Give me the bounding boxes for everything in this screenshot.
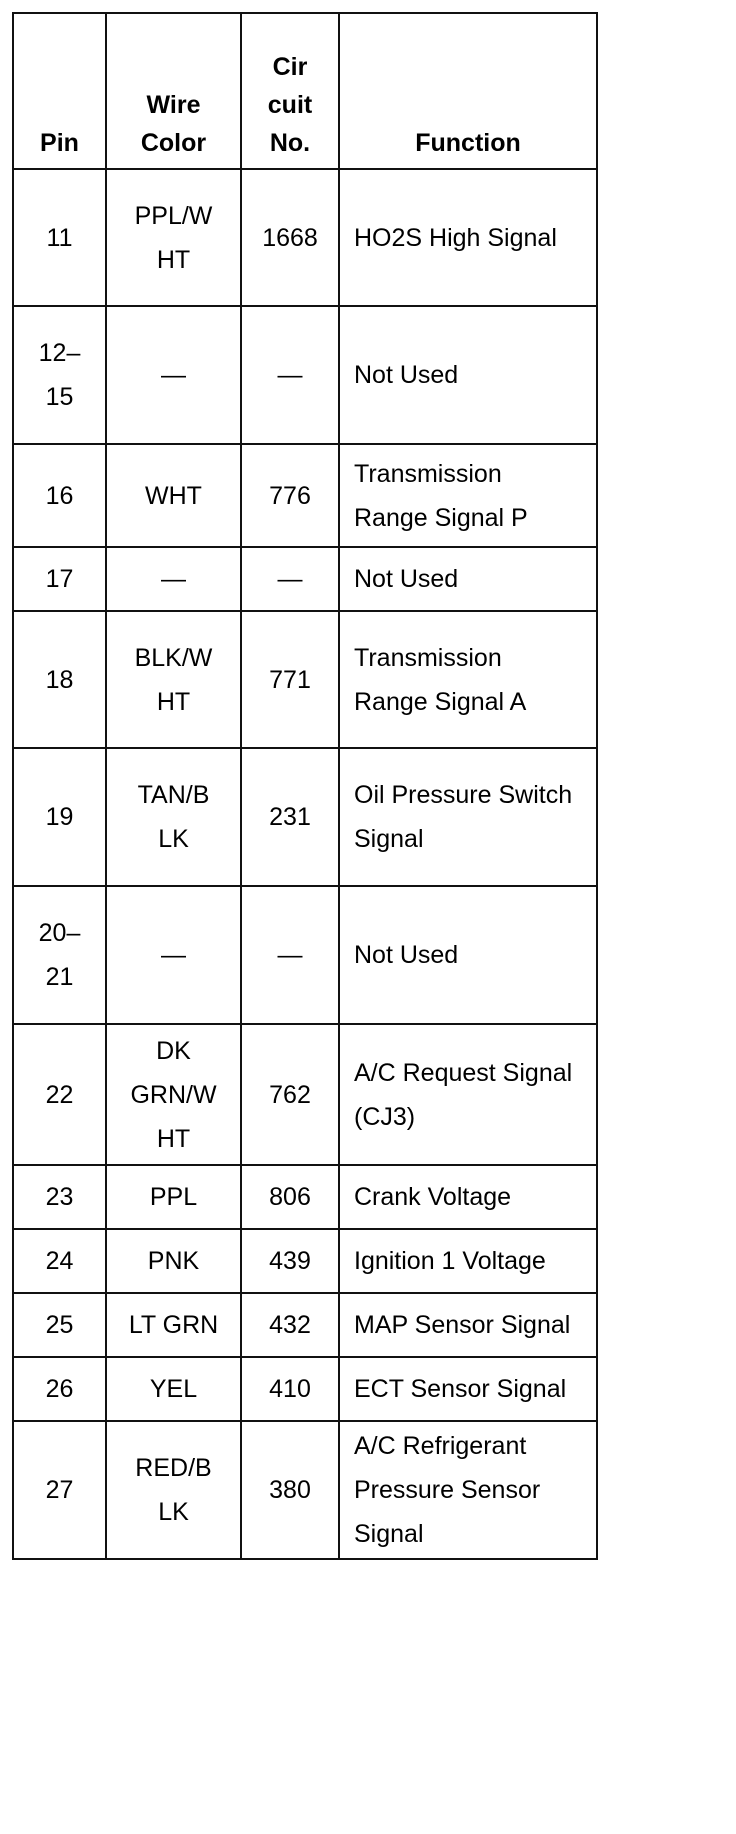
wire-color-cell: DK GRN/W HT xyxy=(106,1024,241,1165)
circuit-cell: 806 xyxy=(241,1165,339,1229)
function-cell: Not Used xyxy=(339,547,597,611)
circuit-cell: 439 xyxy=(241,1229,339,1293)
pin-cell: 20– 21 xyxy=(13,886,106,1024)
function-cell: A/C Request Signal (CJ3) xyxy=(339,1024,597,1165)
table-row xyxy=(13,1421,597,1559)
pinout-table-container xyxy=(12,12,598,1560)
pin-cell: 18 xyxy=(13,611,106,748)
wire-color-cell: BLK/W HT xyxy=(106,611,241,748)
wire-color-cell: LT GRN xyxy=(106,1293,241,1357)
wire-color-cell: — xyxy=(106,306,241,444)
header-row xyxy=(13,13,597,169)
pin-cell: 16 xyxy=(13,444,106,547)
wire-color-cell: YEL xyxy=(106,1357,241,1421)
circuit-cell: 432 xyxy=(241,1293,339,1357)
circuit-cell: 410 xyxy=(241,1357,339,1421)
pin-cell: 24 xyxy=(13,1229,106,1293)
circuit-cell: 380 xyxy=(241,1421,339,1559)
pin-cell: 17 xyxy=(13,547,106,611)
pin-cell: 19 xyxy=(13,748,106,886)
function-cell: Ignition 1 Voltage xyxy=(339,1229,597,1293)
circuit-cell: 771 xyxy=(241,611,339,748)
table-row xyxy=(13,1293,597,1357)
wire-color-cell: PPL/W HT xyxy=(106,169,241,306)
pin-cell: 11 xyxy=(13,169,106,306)
function-cell: Not Used xyxy=(339,306,597,444)
circuit-cell: 776 xyxy=(241,444,339,547)
table-row xyxy=(13,1165,597,1229)
function-cell: Crank Voltage xyxy=(339,1165,597,1229)
table-row xyxy=(13,611,597,748)
wire-color-cell: PPL xyxy=(106,1165,241,1229)
pin-cell: 12– 15 xyxy=(13,306,106,444)
wire-color-cell: TAN/B LK xyxy=(106,748,241,886)
circuit-cell: 231 xyxy=(241,748,339,886)
wire-color-cell: — xyxy=(106,886,241,1024)
table-row xyxy=(13,169,597,306)
pin-cell: 27 xyxy=(13,1421,106,1559)
table-row xyxy=(13,1229,597,1293)
function-cell: Transmission Range Signal P xyxy=(339,444,597,547)
wire-color-cell: WHT xyxy=(106,444,241,547)
table-row xyxy=(13,306,597,444)
circuit-cell: — xyxy=(241,886,339,1024)
pin-cell: 25 xyxy=(13,1293,106,1357)
pin-cell: 26 xyxy=(13,1357,106,1421)
pin-cell: 22 xyxy=(13,1024,106,1165)
circuit-cell: — xyxy=(241,547,339,611)
wire-color-cell: PNK xyxy=(106,1229,241,1293)
function-cell: HO2S High Signal xyxy=(339,169,597,306)
pinout-table xyxy=(12,12,598,1560)
circuit-cell: — xyxy=(241,306,339,444)
table-row xyxy=(13,547,597,611)
table-row xyxy=(13,444,597,547)
header-function: Function xyxy=(339,13,597,169)
wire-color-cell: — xyxy=(106,547,241,611)
function-cell: A/C Refrigerant Pressure Sensor Signal xyxy=(339,1421,597,1559)
function-cell: MAP Sensor Signal xyxy=(339,1293,597,1357)
function-cell: ECT Sensor Signal xyxy=(339,1357,597,1421)
header-pin: Pin xyxy=(13,13,106,169)
function-cell: Oil Pressure Switch Signal xyxy=(339,748,597,886)
table-row xyxy=(13,748,597,886)
function-cell: Not Used xyxy=(339,886,597,1024)
pin-cell: 23 xyxy=(13,1165,106,1229)
header-circuit-no: Cir cuit No. xyxy=(241,13,339,169)
function-cell: Transmission Range Signal A xyxy=(339,611,597,748)
table-row xyxy=(13,1024,597,1165)
header-wire-color: Wire Color xyxy=(106,13,241,169)
circuit-cell: 762 xyxy=(241,1024,339,1165)
wire-color-cell: RED/B LK xyxy=(106,1421,241,1559)
table-row xyxy=(13,886,597,1024)
table-row xyxy=(13,1357,597,1421)
circuit-cell: 1668 xyxy=(241,169,339,306)
